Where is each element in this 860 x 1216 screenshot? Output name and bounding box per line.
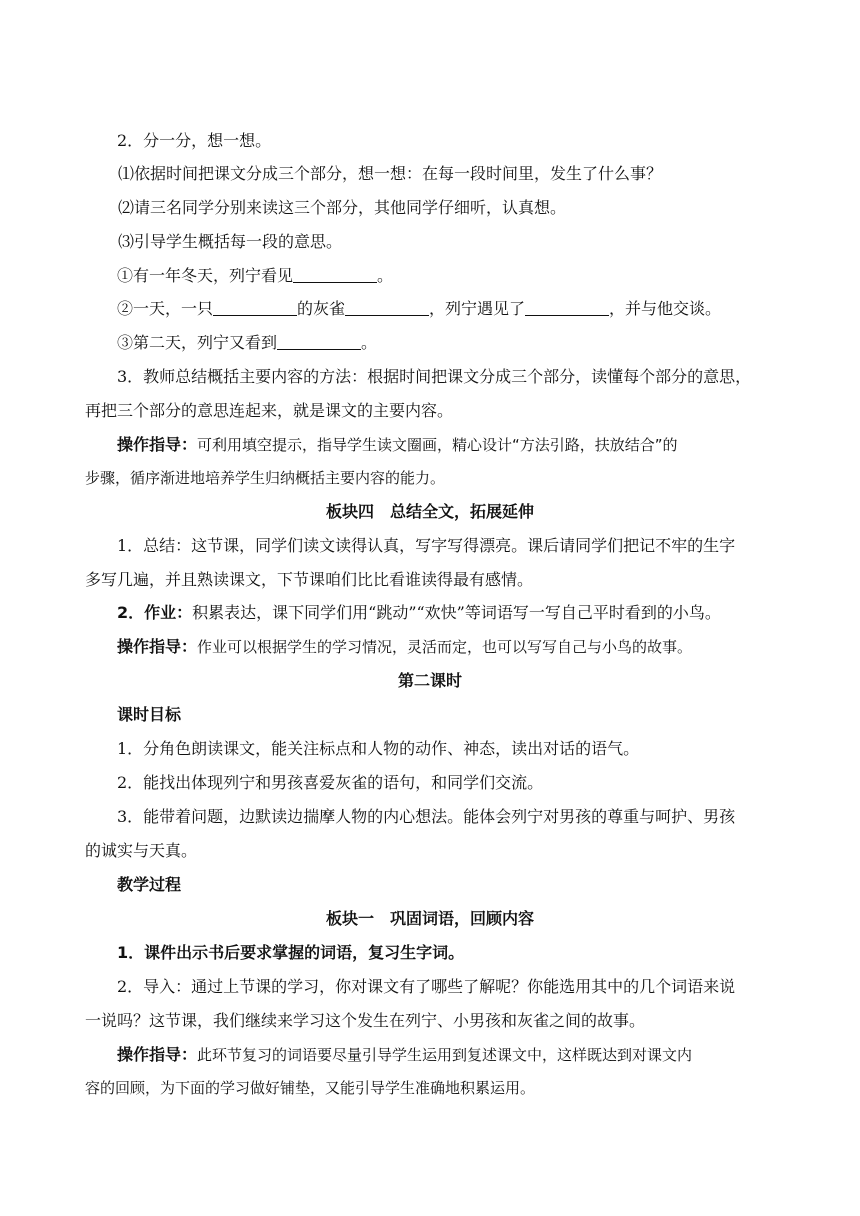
goal-3-cont: 的诚实与天真。 (85, 841, 198, 860)
process-step-2-cont: 一说吗？这节课，我们继续来学习这个发生在列宁、小男孩和灰雀之间的故事。 (85, 1011, 646, 1030)
fill-blank-2: ②一天，一只 的灰雀 ，列宁遇见了 ，并与他交谈。 (117, 299, 722, 318)
step-3-text-cont: 再把三个部分的意思连起来，就是课文的主要内容。 (85, 401, 454, 420)
step-2-item-1: ⑴依据时间把课文分成三个部分，想一想：在每一段时间里，发生了什么事？ (118, 164, 663, 183)
process-heading: 教学过程 (117, 875, 182, 894)
step-3-text: 3．教师总结概括主要内容的方法：根据时间把课文分成三个部分，读懂每个部分的意思， (117, 367, 752, 386)
guidance-label: 操作指导： (117, 435, 198, 454)
section-heading-block1: 板块一 巩固词语，回顾内容 (325, 909, 534, 928)
step-2-item-2: ⑵请三名同学分别来读这三个部分，其他同学仔细听，认真想。 (118, 198, 567, 217)
step-2-item-3: ⑶引导学生概括每一段的意思。 (118, 232, 343, 251)
blank-line (525, 299, 609, 316)
process-step-2: 2．导入：通过上节课的学习，你对课文有了哪些了解呢？你能选用其中的几个词语来说 (117, 977, 736, 996)
guidance-3: 操作指导：此环节复习的词语要尽量引导学生运用到复述课文中，这样既达到对课文内 (117, 1045, 693, 1064)
guidance-label: 操作指导： (117, 1045, 198, 1064)
goal-1: 1．分角色朗读课文，能关注标点和人物的动作、神态，读出对话的语气。 (117, 739, 640, 758)
goal-3: 3．能带着问题，边默读边揣摩人物的内心想法。能体会列宁对男孩的尊重与呵护、男孩 (117, 807, 736, 826)
goals-heading: 课时目标 (117, 705, 182, 724)
goal-2: 2．能找出体现列宁和男孩喜爱灰雀的语句，和同学们交流。 (117, 773, 544, 792)
process-step-1: 1．课件出示书后要求掌握的词语，复习生字词。 (117, 943, 465, 962)
lesson-2-heading: 第二课时 (397, 671, 462, 690)
fill-blank-3: ③第二天，列宁又看到 。 (117, 333, 378, 352)
guidance-3-cont: 容的回顾，为下面的学习做好铺垫，又能引导学生准确地积累运用。 (85, 1079, 536, 1097)
summary-text-cont: 多写几遍，并且熟读课文，下节课咱们比比看谁读得最有感情。 (85, 570, 534, 589)
summary-text: 1．总结：这节课，同学们读文读得认真，写字写得漂亮。课后请同学们把记不牢的生字 (117, 536, 736, 555)
blank-line (277, 333, 361, 350)
fill-blank-1: ①有一年冬天，列宁看见 。 (117, 266, 394, 285)
guidance-2: 操作指导：作业可以根据学生的学习情况，灵活而定，也可以写写自己与小鸟的故事。 (117, 637, 693, 656)
guidance-label: 操作指导： (117, 637, 198, 656)
guidance-1: 操作指导：可利用填空提示，指导学生读文圈画，精心设计“方法引路，扶放结合”的 (117, 435, 678, 454)
step-2-title: 2．分一分，想一想。 (117, 131, 272, 150)
blank-line (213, 299, 297, 316)
homework-text: 2．作业：积累表达，课下同学们用“跳动”“欢快”等词语写一写自己平时看到的小鸟。 (117, 603, 721, 622)
section-heading-block4: 板块四 总结全文，拓展延伸 (325, 502, 534, 521)
blank-line (345, 299, 429, 316)
blank-line (293, 266, 377, 283)
guidance-1-cont: 步骤，循序渐进地培养学生归纳概括主要内容的能力。 (85, 469, 446, 487)
